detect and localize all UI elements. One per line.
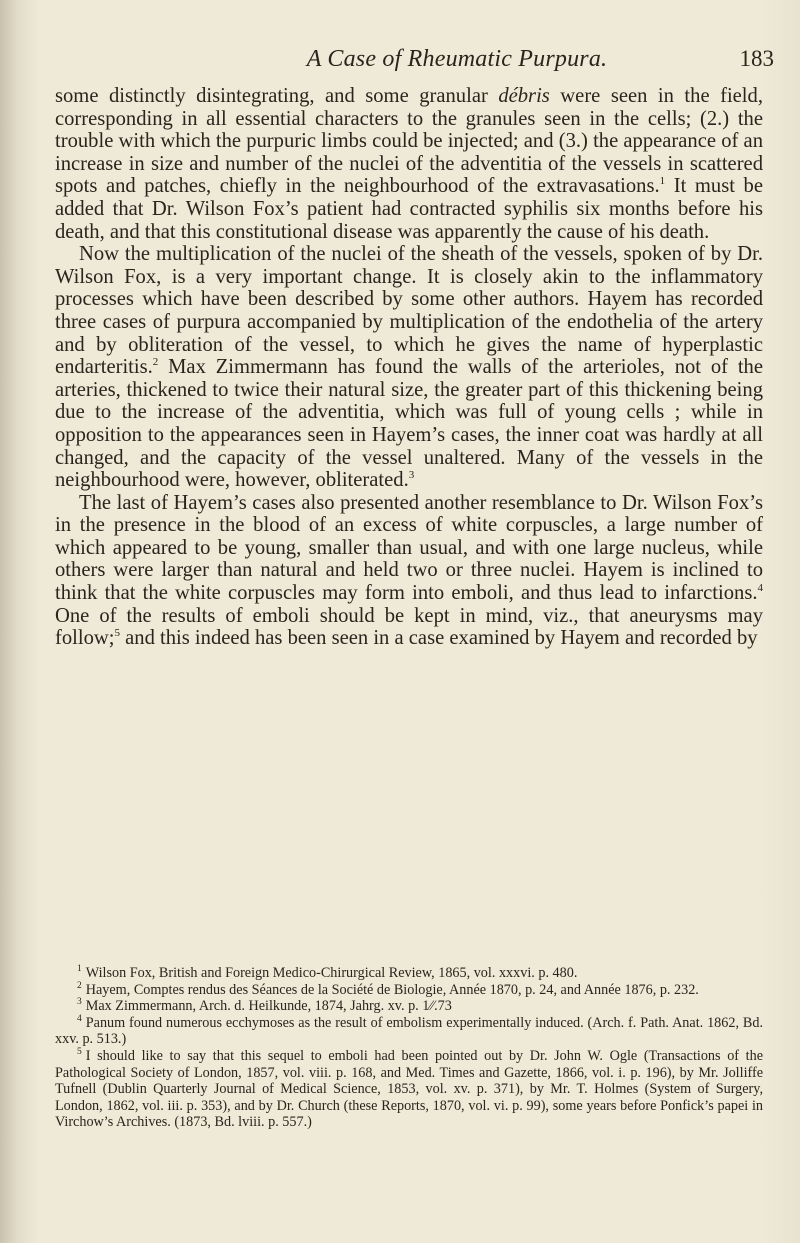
footnote-reference: 2 <box>152 356 159 369</box>
text-run: It must be added that Dr. Wilson Fox’s patient had contracted syphilis six months before his death, and that this constitutional disease was apparently the cause of his death. <box>55 175 763 243</box>
paragraph <box>55 492 763 650</box>
body-text <box>55 85 763 650</box>
footnote-text: I should like to say that this sequel to emboli had been pointed out by Dr. John W. Ogle (Transactions of the Pathological Society of London, 1857, vol. viii. p. 168, and Med. Times and Gazette, 1866, vol. i. p. 196), by Mr. Jolliffe Tufnell (Dublin Quarterly Journal of Medical Science, 1853, vol. xv. p. 371), by Mr. T. Holmes (System of Surgery, London, 1862, vol. iii. p. 353), and by Dr. Church (these Reports, 1870, vol. vi. p. 99), some years before Ponfick’s papei in Virchow’s Archives. (1873, Bd. lviii. p. 557.) <box>55 1047 763 1131</box>
footnote <box>55 1048 763 1131</box>
footnote-reference: 4 <box>757 582 763 595</box>
text-run: The last of Hayem’s cases also presented another resemblance to Dr. Wilson Fox’s in the presence in the blood of an excess of white corpuscles, a large number of which appeared to be young, smaller than usual, and with one large nucleus, while others were larger than natural and held two or three nuclei. Hayem is inclined to think that the white corpuscles may form into emboli, and thus lead to infarctions. <box>55 491 763 605</box>
text-run: were seen in the field, corresponding in all essential characters to the granules seen in the cells; (2.) the trouble with which the purpuric limbs could be injected; and (3.) the appearance of an increase in size and number of the nuclei of the adventitia of the vessels in scattered spots and patches, chiefly in the neighbourhood of the extravasations. <box>55 85 763 198</box>
footnote-text: Hayem, Comptes rendus des Séances de la Société de Biologie, Année 1870, p. 24, and Année 1876, p. 232. <box>85 981 699 998</box>
footnote-mark: 4 <box>77 1014 82 1025</box>
footnote-reference: 3 <box>408 469 415 482</box>
text-run: One of the results of emboli should be kept in mind, viz., that aneurysms may follow; <box>55 604 763 650</box>
text-run: Max Zimmermann has found the walls of the arterioles, not of the arteries, thickened to twice their natural size, the greater part of this thickening being due to the increase of the adventitia, which was full of young cells ; while in opposition to the appearances seen in Hayem’s cases, the inner coat was hardly at all changed, and the capacity of the vessel unaltered. Many of the vessels in the neighbourhood were, however, obliterated. <box>55 356 763 492</box>
text-run: Now the multiplication of the nuclei of the sheath of the vessels, spoken of by Dr. Wilson Fox, is a very important change. It is closely akin to the inflammatory processes which have been described by some other authors. Hayem has recorded three cases of purpura accompanied by multiplication of the endothelia of the artery and by obliteration of the vessel, to which he gives the name of hyperplastic endarteritis. <box>55 243 763 379</box>
footnotes <box>55 965 763 1131</box>
page-number: 183 <box>739 46 774 71</box>
footnote <box>55 982 763 999</box>
footnote-mark: 1 <box>77 964 82 975</box>
footnote <box>55 965 763 982</box>
footnote-text: Wilson Fox, British and Foreign Medico-Chirurgical Review, 1865, vol. xxxvi. p. 480. <box>85 965 578 981</box>
footnote-text: Panum found numerous ecchymoses as the result of embolism experimentally induced. (Arch. f. Path. Anat. 1862, Bd. xxv. p. 513.) <box>55 1014 763 1048</box>
footnote-mark: 5 <box>77 1047 82 1058</box>
footnote-reference: 1 <box>659 175 666 188</box>
footnote-text: Max Zimmermann, Arch. d. Heilkunde, 1874, Jahrg. xv. p. 1⁄⁄.73 <box>85 998 452 1015</box>
text-run: some distinctly disintegrating, and some granular <box>55 85 499 107</box>
footnote <box>55 1015 763 1048</box>
running-title: A Case of Rheumatic Purpura. <box>306 46 608 72</box>
footnote-mark: 3 <box>77 997 82 1008</box>
footnote <box>55 998 763 1015</box>
text-run: débris <box>498 85 550 107</box>
footnote-reference: 5 <box>114 627 120 640</box>
footnote-mark: 2 <box>77 980 82 991</box>
paragraph <box>55 85 763 243</box>
paragraph <box>55 243 763 492</box>
text-run: and this indeed has been seen in a case examined by Hayem and recorded by <box>120 627 758 650</box>
running-head <box>140 46 774 76</box>
